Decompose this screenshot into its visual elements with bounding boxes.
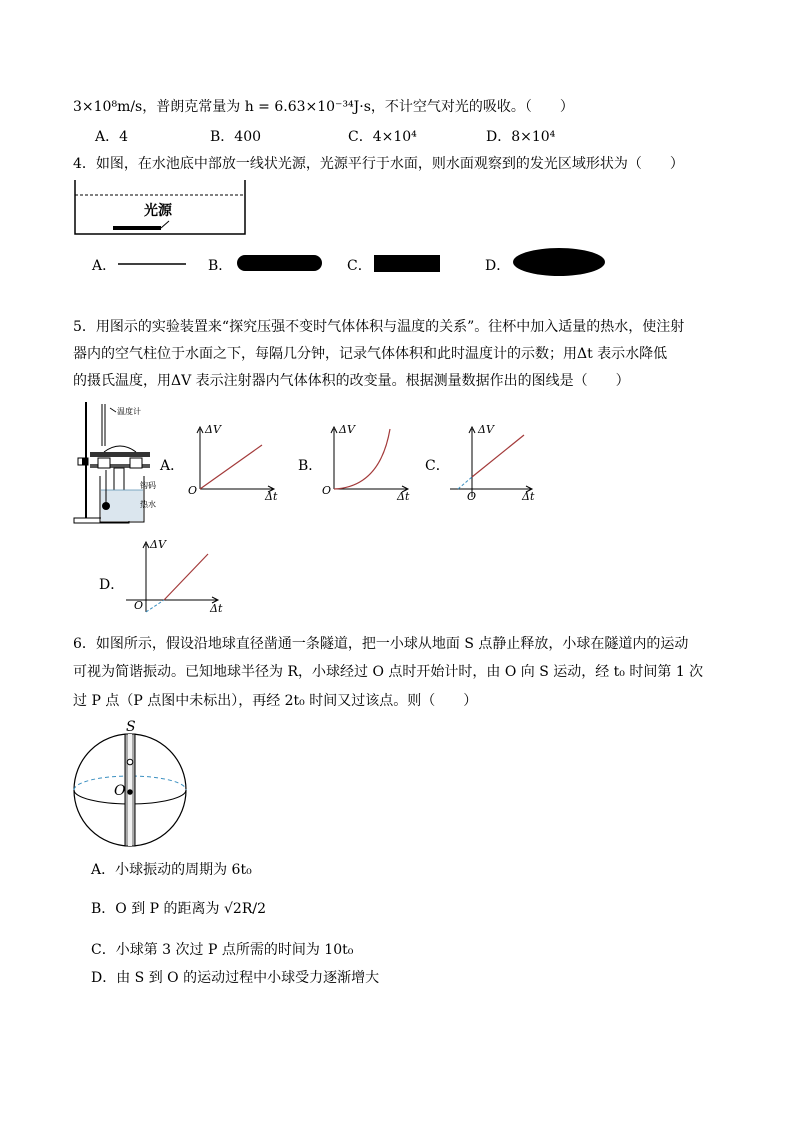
q6-point-o-label: O	[114, 783, 126, 799]
q6-stem-line-3: 过 P 点（P 点图中未标出），再经 2t₀ 时间又过该点。则（ ）	[73, 693, 478, 709]
q6-stem-line-1: 6．如图所示，假设沿地球直径凿通一条隧道，把一小球从地面 S 点静止释放，小球在隧道内的运动	[73, 636, 689, 652]
q5-option-b: B．	[298, 458, 323, 474]
q5-graph-d-y-label: ΔV	[150, 538, 166, 551]
q5-graph-a	[198, 425, 278, 500]
q5-graph-b-y-label: ΔV	[339, 423, 355, 436]
q5-graph-b-origin: O	[322, 484, 332, 497]
q3-option-d: D．8×10⁴	[486, 129, 556, 145]
q4-option-b-shape	[236, 254, 324, 274]
q4-option-a-shape	[118, 261, 188, 267]
q4-option-c: C．	[347, 258, 372, 274]
q5-option-d: D．	[99, 577, 125, 593]
q6-option-d: D．由 S 到 O 的运动过程中小球受力逐渐增大	[91, 970, 380, 986]
q6-earth-figure	[72, 720, 192, 845]
q5-graph-a-y-label: ΔV	[205, 423, 221, 436]
q4-option-a: A．	[92, 258, 117, 274]
q5-graph-a-x-label: Δt	[265, 490, 278, 503]
q5-graph-c-y-label: ΔV	[478, 423, 494, 436]
q5-option-c: C．	[425, 458, 450, 474]
q3-option-a: A．4	[95, 129, 129, 145]
q5-graph-c-origin: O	[467, 490, 477, 503]
q5-stem-line-2: 器内的空气柱位于水面之下，每隔几分钟，记录气体体积和此时温度计的示数；用Δt 表示水降低	[73, 346, 668, 362]
q5-graph-c-x-label: Δt	[522, 490, 535, 503]
q3-option-c: C．4×10⁴	[348, 129, 417, 145]
q5-graph-a-origin: O	[188, 484, 198, 497]
q6-option-a: A．小球振动的周期为 6t₀	[91, 862, 252, 878]
q4-option-d-shape	[512, 247, 608, 279]
q6-point-s-label: S	[126, 719, 136, 735]
q6-option-b: B．O 到 P 的距离为 √2R/2	[91, 901, 266, 917]
q3-option-b: B．400	[210, 129, 262, 145]
q4-option-c-shape	[373, 254, 443, 274]
q5-graph-d-origin: O	[134, 599, 144, 612]
q4-light-source-label: 光源	[144, 203, 172, 219]
q5-graph-d-x-label: Δt	[210, 602, 223, 615]
q6-stem-line-2: 可视为简谐振动。已知地球半径为 R，小球经过 O 点时开始计时，由 O 向 S 运动，经 t₀ 时间第 1 次	[73, 664, 704, 680]
q5-weight-label: 钩码	[140, 481, 156, 490]
q4-option-d: D．	[485, 258, 511, 274]
q5-graph-b-x-label: Δt	[397, 490, 410, 503]
q4-stem: 4．如图，在水池底中部放一线状光源，光源平行于水面，则水面观察到的发光区域形状为（ ）	[73, 156, 684, 172]
q3-line: 3×10⁸m/s，普朗克常量为 h = 6.63×10⁻³⁴J·s，不计空气对光的吸收。（ ）	[73, 99, 574, 115]
q5-stem-line-1: 5．用图示的实验装置来“探究压强不变时气体体积与温度的关系”。往杯中加入适量的热水，使注射	[73, 319, 685, 335]
q5-stem-line-3: 的摄氏温度，用ΔV 表示注射器内气体体积的改变量。根据测量数据作出的图线是（ ）	[73, 373, 630, 389]
q5-graph-b	[332, 425, 412, 500]
q6-option-c: C．小球第 3 次过 P 点所需的时间为 10t₀	[91, 942, 354, 958]
q4-option-b: B．	[208, 258, 233, 274]
q5-graph-c	[448, 425, 538, 500]
q5-hot-water-label: 热水	[140, 500, 156, 509]
q5-option-a: A．	[160, 458, 185, 474]
q5-thermometer-label: 温度计	[117, 407, 141, 416]
